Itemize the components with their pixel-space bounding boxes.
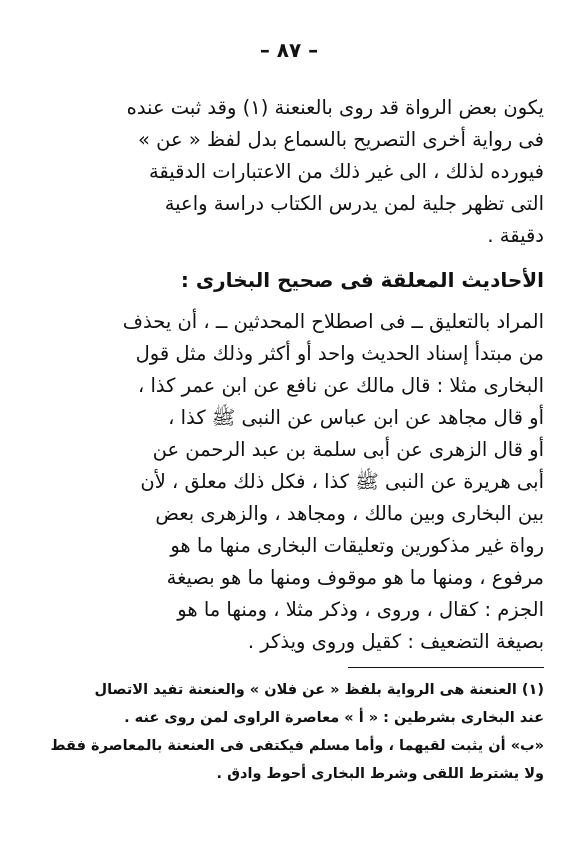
paragraph-line: بين البخارى وبين مالك ، ومجاهد ، والزهرى بعض [155,502,544,525]
definition-paragraph [44,306,544,658]
footnotes [44,676,544,788]
paragraph-line: الجزم : كقال ، وروى ، وذكر مثلا ، ومنها ما هو [177,598,544,621]
footnote-divider [348,667,544,668]
paragraph-line: التى تظهر جلية لمن يدرس الكتاب دراسة واعية [164,192,544,215]
section-heading: الأحاديث المعلقة فى صحيح البخارى : [180,268,544,292]
paragraph-line: فيورده لذلك ، الى غير ذلك من الاعتبارات الدقيقة [148,160,544,183]
paragraph-line: أو قال الزهرى عن أبى سلمة بن عبد الرحمن عن [152,438,544,461]
intro-paragraph [44,92,544,252]
page-number: – ٨٧ – [259,38,319,62]
footnote-line: «ب» أن يثبت لقيهما ، وأما مسلم فيكتفى فى العنعنة بالمعاصرة فقط [50,738,544,754]
paragraph-line: أبى هريرة عن النبى ﷺ كذا ، فكل ذلك معلق ، لأن [140,470,544,493]
paragraph-line: فى رواية أخرى التصريح بالسماع بدل لفظ « عن » [138,128,544,151]
paragraph-line: المراد بالتعليق ــ فى اصطلاح المحدثين ــ ، أن يحذف [122,310,544,333]
paragraph-line: البخارى مثلا : قال مالك عن نافع عن ابن عمر كذا ، [138,374,544,397]
paragraph-line: أو قال مجاهد عن ابن عباس عن النبى ﷺ كذا ، [168,406,544,429]
paragraph-line: رواة غير مذكورين وتعليقات البخارى منها ما هو [170,534,544,557]
paragraph-line: يكون بعض الرواة قد روى بالعنعنة (١) وقد ثبت عنده [126,96,544,119]
paragraph-line: مرفوع ، ومنها ما هو موقوف ومنها ما هو بصيغة [166,566,544,589]
paragraph-line: من مبتدأ إسناد الحديث واحد أو أكثر وذلك مثل قول [135,342,544,365]
paragraph-line: بصيغة التضعيف : كقيل وروى ويذكر . [247,630,544,653]
footnote-line: ولا يشترط اللقى وشرط البخارى أحوط وادق . [216,766,544,782]
paragraph-line: دقيقة . [487,224,544,247]
footnote-line: عند البخارى بشرطين : « أ » معاصرة الراوى لمن روى عنه . [124,710,544,726]
footnote-line: (١) العنعنة هى الرواية بلفظ « عن فلان » والعنعنة تفيد الاتصال [94,682,544,698]
